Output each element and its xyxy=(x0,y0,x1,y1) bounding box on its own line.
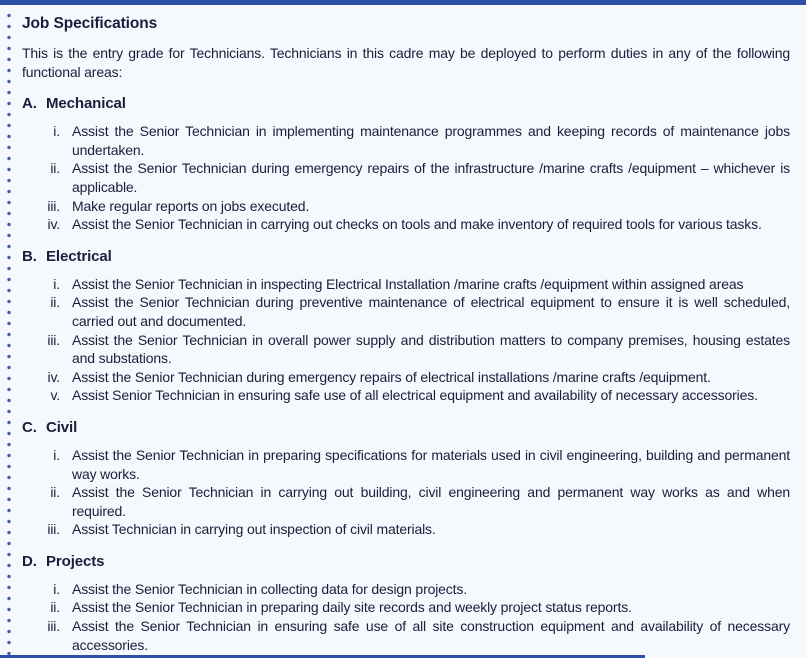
item-list xyxy=(22,446,790,539)
intro-paragraph: This is the entry grade for Technicians. Technicians in this cadre may be deployed to perform duties in any of the following functional areas: xyxy=(22,45,790,80)
section-letter: B. xyxy=(22,247,37,265)
item-text: Assist the Senior Technician in inspecting Electrical Installation /marine crafts /equipment within assigned areas xyxy=(72,275,744,292)
item-text: Assist the Senior Technician in ensuring safe use of all site construction equipment and availability of necessary accessories. xyxy=(72,618,790,653)
item-list xyxy=(22,580,790,654)
item-list xyxy=(22,122,790,234)
document-content xyxy=(22,5,790,655)
section-heading xyxy=(22,418,790,437)
item-text: Assist Senior Technician in ensuring safe use of all electrical equipment and availability of necessary accessories. xyxy=(72,387,758,404)
item-text: Assist the Senior Technician in carrying out building, civil engineering and permanent way works as and when required. xyxy=(72,484,790,519)
section-electrical xyxy=(22,247,790,405)
item-numeral: i. xyxy=(53,275,60,292)
list-item xyxy=(22,293,790,330)
section-projects xyxy=(22,552,790,654)
item-text: Assist Technician in carrying out inspection of civil materials. xyxy=(72,521,436,538)
item-numeral: ii. xyxy=(50,484,60,501)
item-text: Assist the Senior Technician in implementing maintenance programmes and keeping records of maintenance jobs undertaken. xyxy=(72,123,790,158)
section-title: Projects xyxy=(46,552,105,570)
list-item xyxy=(22,386,790,405)
section-letter: A. xyxy=(22,95,37,113)
page-title: Job Specifications xyxy=(22,15,158,32)
dotted-left-border xyxy=(6,10,12,656)
section-heading xyxy=(22,94,790,113)
item-text: Assist the Senior Technician during emergency repairs of electrical installations /marine crafts /equipment. xyxy=(72,368,711,385)
section-title: Mechanical xyxy=(46,95,126,113)
section-civil xyxy=(22,418,790,539)
list-item xyxy=(22,617,790,654)
item-text: Assist the Senior Technician during preventive maintenance of electrical equipment to ensure it is well scheduled, carried out and documented. xyxy=(72,294,790,329)
section-letter: C. xyxy=(22,418,37,436)
section-mechanical xyxy=(22,94,790,234)
section-title: Civil xyxy=(46,418,78,436)
item-text: Assist the Senior Technician in collecting data for design projects. xyxy=(72,580,467,597)
list-item xyxy=(22,520,790,539)
item-numeral: v. xyxy=(50,387,60,404)
item-text: Assist the Senior Technician in overall power supply and distribution matters to company premises, housing estates and substations. xyxy=(72,331,790,367)
item-numeral: iii. xyxy=(47,521,60,538)
item-text: Assist the Senior Technician during emergency repairs of the infrastructure /marine crafts /equipment – whichever is applicable. xyxy=(72,160,790,195)
list-item xyxy=(22,598,790,617)
item-numeral: ii. xyxy=(50,294,60,311)
list-item xyxy=(22,215,790,234)
item-text: Make regular reports on jobs executed. xyxy=(72,197,310,214)
item-numeral: iii. xyxy=(47,331,60,348)
item-numeral: iii. xyxy=(47,618,60,635)
list-item xyxy=(22,368,790,387)
item-numeral: i. xyxy=(53,580,60,597)
item-list xyxy=(22,275,790,405)
section-heading xyxy=(22,247,790,266)
list-item xyxy=(22,159,790,196)
section-heading xyxy=(22,552,790,571)
item-numeral: ii. xyxy=(50,599,60,616)
list-item xyxy=(22,197,790,216)
item-text: Assist the Senior Technician in preparing daily site records and weekly project status reports. xyxy=(72,599,632,616)
list-item xyxy=(22,580,790,599)
item-numeral: iv. xyxy=(47,368,60,385)
item-numeral: iv. xyxy=(47,216,60,233)
item-text: Assist the Senior Technician in preparing specifications for materials used in civil engineering, building and permanent way works. xyxy=(72,446,790,482)
item-numeral: ii. xyxy=(50,160,60,177)
item-text: Assist the Senior Technician in carrying out checks on tools and make inventory of required tools for various tasks. xyxy=(72,216,762,233)
item-numeral: i. xyxy=(53,123,60,140)
section-letter: D. xyxy=(22,552,37,570)
list-item xyxy=(22,275,790,294)
list-item xyxy=(22,331,790,368)
list-item xyxy=(22,122,790,159)
section-title: Electrical xyxy=(46,247,112,265)
list-item xyxy=(22,446,790,483)
item-numeral: iii. xyxy=(47,197,60,214)
list-item xyxy=(22,483,790,520)
item-numeral: i. xyxy=(53,446,60,463)
